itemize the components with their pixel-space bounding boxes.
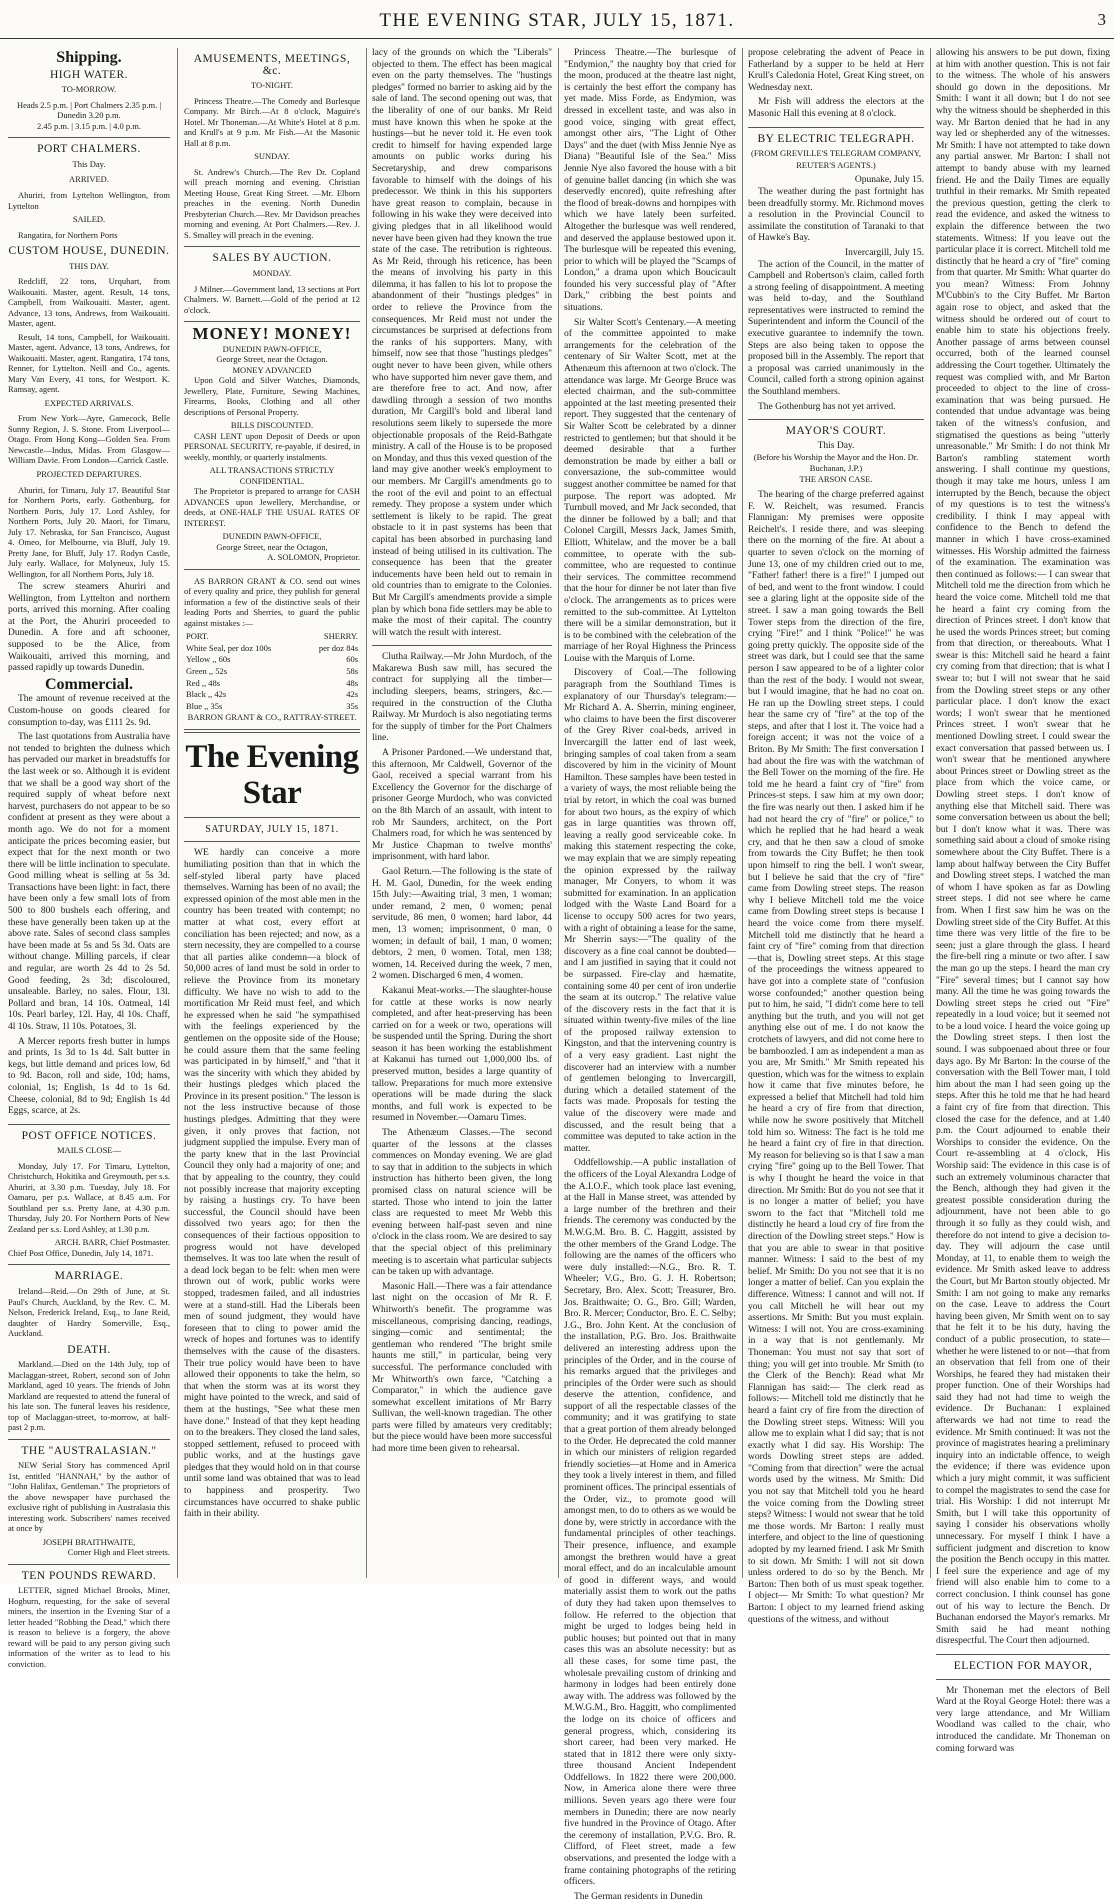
page-number: 3 [1097,10,1106,29]
arson-case-label: THE ARSON CASE. [799,474,873,485]
barron-text: AS BARRON GRANT & CO. send out wines of every quality and price, they publish for general information a few of the distinctive seals of their leading Ports and Sherries, to guard the public against mistakes :— [184,575,360,628]
pawn-office-address-2: George Street, near the Octagon, [216,541,328,552]
money-headline: MONEY! MONEY! [192,324,352,344]
wine-port: Blue ,, 35s [186,700,223,711]
sherry-header: SHERRY. [323,631,358,642]
post-office-heading: POST OFFICE NOTICES. [21,1129,157,1142]
braithwaite-name: JOSEPH BRAITHWAITE, [42,1536,136,1547]
divider [372,645,552,646]
revenue-text: The amount of revenue received at the Custom-house on goods cleared for consumption to-day, was £111 2s. 9d. [8,694,170,728]
editorial-text: WE hardly can conceive a more humiliating position than that in which the self-styled liberal party have placed themselves. Warning has been of no avail; the expressed opinion of the most able men in the country has been treated with contempt; no matter at what cost, every effort at conciliation has been rejected; and now, as a stern necessity, they are compelled to a course that all parties alike condemn—a block of 50,000 acres of land must be sold in order to relieve the Province from its monetary difficulty. We have no wish to add to the mortification Mr Reid must feel, and which he expressed when he said "he sympathised with the feelings experienced by the gentlemen on the opposite side of the House; he could assure them that the same feeling was participated in by himself," and "that it was the sincerity with which they abided by their hustings pledges which placed the Province in its present position." The lesson is not the less instructive because of those hustings pledges. Admitting that they were given, it only proves that faction, not judgment supplied the impulse. Every man of the party knew that in the last Provincial Council they only had a majority of one; and that by appealing to the country, they could not possibly increase that majority excepting by raising a hustings cry. To have been successful, the Council should have been dissolved two years ago; for then the consequences of their factious opposition to progress would not have developed themselves. It was too late when the result of a dead lock began to be felt: when men were thrown out of work, public works were stopped, tradesmen failed, and all industries were at a stand-still. Had the Liberals been men of sound judgment, they would have foreseen that to cling to power amid the wreck of hopes and fortunes was to identify themselves with the cause of the disasters. Their true policy would have been to have allowed their opponents to take the helm, so that when the storm was at its worst they might have pointed to the wreck, and said of them at the hustings, "See what these men have done." Instead of that they kept heading on to the breakers. They closed the land sales, stopped settlement, refused to proceed with public works, and at the hustings gave pledges that they would hold on in that course until some land was obtained that was to lead to happiness and prosperity. Two circumstances have occurred to shake public faith in their ability. [184,848,360,1520]
telegraph-heading: BY ELECTRIC TELEGRAPH. [757,132,915,145]
clutha-railway-text: Clutha Railway.—Mr John Murdoch, of the Makarewa Bush saw mill, has secured the contract for supplying all the timber—including sleepers, beams, stringers, &c.—required in the construction of the Clutha Railway. Mr Murdoch is also negotiating terms for the supply of timber for the Port Chalmers line. [372,652,552,744]
wine-port: Green ,, 52s [186,665,228,676]
death-text: Markland.—Died on the 14th July, top of Maclaggan-street, Robert, second son of John Markland, aged 10 years. The friends of John Markland are requested to attend the funeral of his late son. The funeral leaves his residence, top of Maclaggan-street, to-morrow, at half-past 2 p.m. [8,1359,170,1433]
projected-label: PROJECTED DEPARTURES. [36,468,142,479]
divider [8,1264,170,1265]
postmaster: ARCH. BARR, Chief Postmaster. [54,1237,170,1248]
column-rule [558,48,559,1578]
divider [184,246,360,247]
column-rule [177,48,178,1578]
wine-sherry: 35s [346,700,358,711]
expected-label: EXPECTED ARRIVALS. [44,397,134,408]
outwards-text: Result, 14 tons, Campbell, for Waikouaiti. Master, agent. Advance, 13 tons, Andrews, for Waikouaiti. Master, agent. Rangatira, 174 tons, Renner, for Lyttelton. Neill and Co., agents. Mary Van Every, 41 tons, for Westport. K. Ramsay, agent. [8,331,170,395]
column-2 [184,48,360,1578]
dateline-opunake: Opunake, July 15. [854,175,924,186]
sunday-label: SUNDAY. [254,151,290,162]
market-text: The last quotations from Australia have not tended to brighten the dulness which has pervaded our market in breadstuffs for the last week or so. Although it is evident that we shall be a good way short of the required supply of wheat before next harvest, purchasers do not appear to be so confident at present as they were about a month ago. We do not for a moment anticipate the prices becoming easier, but expect that for the next month or two there will be little inclination to speculate. Good milling wheat is selling at 5s 3d. Transactions have been light: in fact, there have been only a few small lots of from 500 to 800 bushels each offering, and these have generally been taken up at the above rate. Sales of second class samples have been made at 5s and 5s 3d. Oats are without change. Milling parcels, if clear and regular, are worth 2s 4d to 2s 5d. Good feeding, 2s 3d; discoloured, unsaleable. Barley, no sales. Flour, 13l. Pollard and bran, 14 10s. Oatmeal, 14l 10s. Pearl barley, 12l. Hay, 4l 10s. Chaff, 4l 10s. Straw, 1l 10s. Potatoes, 3l. [8,732,170,1032]
athenaeum-text: The Athenæum Classes.—The second quarter of the lessons at the classes commences on Monday evening. We are glad to say that in addition to the subjects in which instruction has hitherto been given, the long promised class on natural science will be started. Those who intend to join the latter class are requested to meet Mr Webb this evening between half-past seven and nine o'clock in the class room. We are desired to say that the special object of this preliminary meeting is to ascertain what particular subjects can be taken up with advantage. [372,1128,552,1278]
monday-label: MONDAY. [252,267,292,278]
opunake-text: The weather during the past fortnight has been dreadfully stormy. Mr. Richmond moves a resolution in the Provincial Council to assimilate the constitution of Taranaki to that of Hawke's Bay. [748,186,924,244]
gothenburg-text: The Gothenburg has not yet arrived. [758,401,896,412]
column-1 [8,48,170,1669]
german-continued: propose celebrating the advent of Peace in Fatherland by a supper to be held at Herr Krull's Caledonia Hotel, Great King street, on Wednesday next. [748,48,924,93]
wine-sherry: per doz 84s [318,642,358,653]
port-header: PORT. [186,631,209,642]
proprietor-text: The Proprietor is prepared to arrange for CASH ADVANCES upon Jewellery, Merchandise, or deeds, at ONE-HALF THE USUAL RATES OF INTEREST. [184,486,360,528]
table-row [184,643,360,655]
amusements-heading: AMUSEMENTS, MEETINGS, &c. [193,53,351,77]
divider [184,569,360,570]
wine-port: Yellow ,, 60s [186,654,231,665]
bills-discounted: BILLS DISCOUNTED. [230,420,314,431]
election-heading: ELECTION FOR MAYOR, [953,1659,1093,1672]
scott-centenary-text: Sir Walter Scott's Centenary.—A meeting of the committee appointed to make arrangements for the celebration of the centenary of Sir Walter Scott, met at the Athenæum this afternoon at two o'clock. The attendance was large. Mr George Bruce was elected chairman, and the sub-committee appointed at the last meeting presented their report. They suggested that the centenary of Sir Walter Scott be celebrated by a dinner restricted to gentlemen; but that should it be deemed desirable that a further demonstration be made by either a ball or conversazione, the sub-committee would suggest another committee be named for that purpose. The report was adopted. Mr Turnbull moved, and Mr Jack seconded, that the dinner be followed by a ball; and that Colonel Cargill, Messrs Jack, James Smith, Elliott, Whitelaw, and the mover be a ball committee, to operate with the sub-committee, who are requested to continue their services. The committee recommend that the hour for dinner be not later than five o'clock. The arrangements as to prices were remitted to the sub-committee. At Lyttelton there will be a similar demonstration, but it is to be combined with the celebration of the marriage of her Royal Highness the Princess Louise with the Marquis of Lorne. [564,317,736,664]
money-advanced: MONEY ADVANCED [232,364,312,375]
table-row [184,701,360,713]
divider [936,1679,1110,1680]
masthead-title: THE EVENING STAR, JULY 15, 1871. [379,10,735,31]
prisoner-text: A Prisoner Pardoned.—We understand that, this afternoon, Mr Caldwell, Governor of the Gaol, received a special warrant from his Excellency the Governor for the discharge of prisoner George Murdoch, who was convicted on the 8th March of an assault, with intent to rob Mr Saunders, architect, on the Port Chalmers road, for which he was sentenced by Mr Justice Chapman to twelve months' imprisonment, with hard labor. [372,748,552,863]
masthead [0,0,1114,39]
column-4 [564,48,737,1902]
divider [748,419,924,420]
divider [8,1439,170,1440]
column-6 [936,48,1110,1754]
column-rule [930,48,931,1578]
divider [184,321,360,322]
wine-sherry: 42s [346,689,358,700]
cash-lent-text: CASH LENT upon Deposit of Deeds or upon PERSONAL SECURITY, re-payable, if desired, in weekly, monthly, or quarterly instalments. [184,430,360,462]
election-text: Mr Thoneman met the electors of Bell Ward at the Royal George Hotel: there was a very large attendance, and Mr William Woodland was called to the chair, who introduced the candidate. Mr Thoneman on coming forward was [936,1685,1110,1754]
pawn-office-name: DUNEDIN PAWN-OFFICE, [222,343,322,354]
mails-close-label: MAILS CLOSE— [57,1145,121,1156]
shipping-heading: Shipping. [56,49,122,66]
mayors-court-day: This Day. [817,440,855,451]
to-morrow-label: TO-MORROW. [61,84,117,95]
screw-steamers-text: The screw steamers Ahuriri and Wellington, from Lyttelton and northern ports, arrived this morning. After coaling at the Port, the Ahuriri proceeded to Dunedin. A fore and aft schooner, supposed to be the Alice, from Waikouaiti, arrived this morning, and passed rapidly up towards Dunedin. [8,582,170,674]
editorial-continued: lacy of the grounds on which the "Liberals" objected to them. The effect has been magical even on the party themselves. The "hustings pledges" formed no barrier to asking aid by the sale of land. The second opening out was, that the liberality of one of our banks. Mr Reid must have known this when he spoke at the hustings—but he never told it. He even took credit to himself for having expended large amounts on public works during his Secretaryship, and drew comparisons favorable to himself with the doings of his predecessor. We think in this his supporters have great reason to complain, because in following in his wake they were deceived into giving pledges that in all likelihood would never have been given had they known the true state of the case. The retribution is righteous. As Mr Reid, through his reticence, has been the means of involving his party in this dilemma, it has fallen to his lot to propose the abandonment of their "hustings pledges" in order to relieve the Province from the consequences. Mr Reid must not under the circumstances be surprised at defections from the ranks of his supporters. Many, with himself, now see that those "hustings pledges" ought never to have been given, while others who have supported him never gave them, and are therefore free to act. And now, after dawdling through a session of two months duration, Mr Cargill's bold and liberal land resolutions seem likely to supersede the more objectionable proposals of the Reid-Bathgate ministry. A call of the House is to be proposed on Monday, and thus this vexed question of the land may give another week's employment to our members. Mr Cargill's amendments go to the root of the evil and point to an effectual remedy. They propose a system under which settlement is likely to be rapid. The great obstacle to it in past systems has been that capital has been absorbed in purchasing land instead of being utilised in its cultivation. The consequence has been that the greater inducements have been held out to remain in old countries than to emigrate to the Colonies. But Mr Cargill's amendments provide a simple plan by which bona fide settlers may be able to make the most of their capital. The country will watch the result with interest. [372,48,552,638]
wine-sherry: 48s [346,677,358,688]
high-water-heading: HIGH WATER. [49,68,129,81]
reward-heading: TEN POUNDS REWARD. [21,1569,157,1582]
commercial-heading: Commercial. [44,675,134,693]
oddfellowship-text: Oddfellowship.—A public installation of the officers of the Loyal Alexandra Lodge of the A.I.O.F., which took place last evening, at the Hall in Manse street, was attended by a large number of the brethren and their friends. The ceremony was conducted by the M.W.G.M. Bro. B. C. Haggitt, assisted by the other members of the Grand Lodge. The following are the names of the officers who were duly installed:—N.G., Bro. R. T. Wheeler; V.G., Bro. G. J. H. Robertson; Secretary, Bro. Alex. Scott; Treasurer, Bro. Jos. Braithwaite; O. G., Bro. Gill; Warden, Bro. R. Mercer; Conductor, Bro. E. C. Selby; J.G., Bro. John Kent. At the conclusion of the installation, P.G. Bro. Jos. Braithwaite delivered an interesting address upon the principles of the Order, and in the course of his remarks argued that the privileges and principles of the Order were such as should deserve the attention, confidence, and support of all the respectable classes of the community; and it was gratifying to state that a great portion of them already belonged to the Order. He deprecated the cold manner in which our ministers of religion regarded friendly societies—at Home and in America they took a lively interest in them, and filled prominent offices. The principal essentials of the Order, viz., to promote good will amongst men, to do to others as we would be done by, were strictly in accordance with the fundamental principles of other teachings. Their presence, influence, and example amongst the brethren would have a great moral effect, and do an incalculable amount of good in different ways, and would materially assist them to work out the paths of duty they had taken upon themselves to follow. He referred to the objection that might be urged to lodges being held in public houses; but pointed out that in many cases this was an absolute necessity: but as all these cases, for some time past, the wholesale prevailing custom of drinking and harmony in lodges had been entirely done away with. The address was followed by the M.W.G.M., Bro. Haggitt, who complimented the lodge on its choice of officers and general progress, which, considering its short career, had been very marked. He stated that in 1812 there were only sixty-three thousand Ancient Independent Oddfellows. In 1822 there were 200,000. Now, in America alone there were three millions. Seven years ago there were four members in Dunedin; there are now nearly five hundred in the Province of Otago. After the ceremony of installation, P.V.G. Bro. R. Clifford, of Fleet street, made a few observations, and presented the lodge with a frame containing photographs of the retiring officers. [564,1158,736,1888]
paper-date: SATURDAY, JULY 15, 1871. [205,823,339,835]
wine-sherry: 58s [346,665,358,676]
column-rule [366,48,367,1578]
marriage-heading: MARRIAGE. [54,1270,124,1283]
divider [8,1564,170,1565]
australasian-text: NEW Serial Story has commenced April 1st, entitled "HANNAH," by the author of "John Halifax, Gentleman." The proprietors of the above newspaper have purchased the exclusive right of publishing in Australasia this interesting work. Subscribers' names received at once by [8,1460,170,1534]
braithwaite-address: Corner High and Fleet streets. [67,1547,170,1558]
tide-row: 2.45 p.m. | 3.15 p.m. | 4.0 p.m. [37,120,141,131]
dateline-invercargill: Invercargill, July 15. [845,247,924,258]
telegraph-source: (FROM GREVILLE'S TELEGRAM COMPANY, REUTER'S AGENTS.) [751,148,921,170]
column-rule [742,48,743,1578]
fish-notice: Mr Fish will address the electors at the Masonic Hall this evening at 8 o'clock. [748,97,924,119]
table-row [184,689,360,701]
post-office-sign: Chief Post Office, Dunedin, July 14, 1871. [8,1247,154,1258]
mails-text: Monday, July 17. For Timaru, Lyttelton, Christchurch, Hokitika and Greymouth, per s.s. Ahuriri, at 3.30 p.m. Tuesday, July 18. For Oamaru, per p.s. Wallace, at 8.45 a.m. For Southland per s.s. Pretty Jane, at 4.30 p.m. Thursday, July 20. For Northern Ports of New Zealand per s.s. Lord Ashley, at 1.30 p.m. [8,1160,170,1234]
inwards-text: Redcliff, 22 tons, Urquhart, from Waikouaiti. Master, agent. Result, 14 tons, Campbell, from Waikouaiti. Master, agent. Advance, 13 tons, Andrews, from Waikouaiti. Master, agent. [8,276,170,329]
death-heading: DEATH. [67,1343,111,1356]
divider [748,127,924,128]
princess-theatre-text: Princess Theatre.—The burlesque of "Endymion," the naughty boy that cried for the moon, produced at the theatre last night, is certainly the best effort the company has yet made. Miss Forde, as Endymion, was dressed in excellent taste, and was also in good voice, singing with great effect, amongst other airs, "The Light of Other Days" and the duet (with Miss Jennie Nye as Diana) "Beautiful Isle of the Sea." Miss Jennie Nye also favored the house with a bit of genuine ballet dancing (in which she was deservedly encored), quite refreshing after the flood of break-downs and hornpipes with which we have lately been surfeited. Altogether the burlesque was well rendered, and deserved the applause bestowed upon it. The burlesque will be repeated this evening, prior to which will be played the "Scamps of London," a drama upon which Boucicault founded his very successful play of "After Dark," cribbing the best points and situations. [564,48,736,314]
this-day-label: This Day. [72,158,106,169]
tonight-label: TO-NIGHT. [251,80,293,91]
wine-port: Black ,, 42s [186,689,227,700]
wine-port: White Seal, per doz 100s [186,642,272,653]
arson-continued: allowing his answers to be put down, fixing at him with another question. This is not fair to the witness. The whole of his answers should go down in the depositions. Mr Smith: I want it all down; but I do not see why the witness should be shepherded in this way. Mr Barton denied that he had in any way led or shepherded any of the witnesses. Mr Smith: I have not attempted to take down any partial answer. Mr Barton: I shall not attempt to bandy abuse with my learned friend. He and the Daily Times are equally truthful in their remarks. Mr Smith repeated the previous question, getting the clerk to read the evidence, and asked the witness to explain the difference between the two statements. Witness: If you leave out the particular place it is correct. Mitchell told me distinctly that he heard a cry of "fire" coming from that quarter. Mr Smith: What quarter do you mean? Witness: From Johnny M'Cubbin's to the City Buffet. Mr Barton again rose to object, and asked that the witness should be ordered out of court to enable him to state his objections freely. Another passage of arms between counsel occurred, both of the learned counsel addressing the Court together. Ultimately the request was complied with, and Mr Barton proceeded to object to the line of cross-examination that was being pursued. He contended that undue advantage was being taken of the witness's confusion, and stigmatised the questions as being "utterly unreasonable." Mr Smith: I do not think Mr Barton's rambling statement worth answering. I shall continue my questions, though it may take me hours, unless I am interrupted by the Bench, because the object of my questions is to test the witness's credibility. I think I may appeal with confidence to the Bench to defend the manner in which I have cross-examined witnesses. His Worship admitted the fairness of the examination. The examination was then continued as follows:— I can swear that Mitchell told me the direction from which he heard the voice come. Mitchell told me that he heard a faint cry coming from the direction of Princes street. I don't know that he used the words Princes street; but coming from that direction, or thereabouts. What I swear is this: Mitchell said he heard a faint cry coming from that direction; that is what I swear to; but I will not swear that he said from the Dowling street steps or any other particular place. I don't know the exact words; I won't swear that he mentioned Princes street. I won't swear that he mentioned Dowling street. I could swear the exact conversation that passed between us. I won't swear that he mentioned anywhere about Princes street or Dowling street as the place from which the voice came, or Dowling street steps. I don't know of anything else that Mitchell said. There was some conversation between us about the bell; but I don't know what it was. There was something said about a cloud of smoke rising somewhere about the City Buffet. There is a lamp about halfway between the City Buffet and Dowling street steps. I watched the man of whom I have spoken as far as Dowling street steps. I did not see where he came from. When I first saw him he was on the Dowling street side of the City Buffet. At this time there was very little of the fire to be seen; just a glare through the glass. I heard the fire-bell ring a minute or two after. I saw the man go up the steps. I heard the man cry "Fire" several times; but I cannot say how many. All the time he was going towards the Dowling street steps he cried out "Fire" repeatedly in a loud voice; but it seemed not to be a loud voice. I heard the voice going up the Dowling street steps. I then lost the sound. I was subpoenaed about three or four days ago. By Mr Barton: In the course of the conversation with the Bell Tower man, I told him about the man I had seen going up the steps. After this he told me that he had heard a faint cry of fire from that direction. This closed the case for the defence, and at 1.40 p.m. the Court adjourned to enable their Worships to consider the evidence. On the Court re-assembling at 4 o'clock, His Worship said: The evidence in this case is of such an extremely voluminous character that the Bench, although they had given it the greatest possible consideration during the adjournment, have not been able to go through it so fully as they could wish, and therefore do not intend to give a decision to-day. They will adjourn the case until Monday, at 11, to enable them to weigh the evidence. Mr Smith asked leave to address the Court, but Mr Barton stoutly objected. Mr Smith: I am not going to make any remarks on the case. Leave to address the Court having been given, Mr Smith went on to say that he felt it to be his duty, having the conduct of a public prosecution, to state—whether he were listened to or not—that from an observation that fell from one of their Worships, he feared they had mistaken their proper function. One of their Worships had said they had not had time to weigh the evidence. Dr Buchanan: I explained afterwards we had not time to read the evidence. Mr Smith continued: It was not the province of magistrates hearing a preliminary inquiry into an indictable offence, to weigh the evidence; if there was evidence upon which a jury might commit, it was sufficient to compel the magistrates to send the case for trial. His Worship: I did not interrupt Mr Smith, but I will take this opportunity of saying I consider his observations wholly unnecessary. For myself I think I have a sufficient judgment and discretion to know the position the Bench occupy in this matter. I feel sure the experience and age of my friend will also enable him to come to a correct conclusion. I think counsel has gone out of his way to lecture the Bench. Dr Buchanan endorsed the Mayor's remarks. Mr Smith said he had meant nothing disrespectful. The Court then adjourned. [936,48,1110,1647]
sunday-text: St. Andrew's Church.—The Rev Dr. Copland will preach morning and evening. Christian Meeting House, Great King Street. —Mr. Elborn preaches in the evening. North Dunedin Presbyterian Church.—Rev. Mr Davidson preaches morning and evening. At Port Chalmers.—Rev. J. S. Smalley will preach in the evening. [184,166,360,240]
invercargill-text: The action of the Council, in the matter of Campbell and Robertson's claim, called forth a strong feeling of disappointment. A meeting was held to-day, and the Southland representatives were instructed to remind the Superintendent and inform the Council of the executive guarantee to indemnify the town. Steps are also being taken to oppose the proposed bill in the Assembly. The report that a proposal was carried unanimously in the Council, called forth a strong opinion against the Southland members. [748,259,924,398]
amusements-text: Princess Theatre.—The Comedy and Burlesque Company. Mr Birch.—At 8 o'clock, Maguire's Hotel. Mr Thoneman.—At White's Hotel at 8 p.m. and Krull's at 9 p.m. Mr Fish.—At the Masonic Hall at 8 p.m. [184,95,360,148]
pawn-text: Upon Gold and Silver Watches, Diamonds, Jewellery, Plate, Furniture, Sewing Machines, Firearms, Books, Clothing and all other descriptions of Personal Property. [184,375,360,417]
wine-sherry: 60s [346,654,358,665]
arrived-label: ARRIVED. [69,174,109,185]
marriage-text: Ireland—Reid.—On 29th of June, at St. Paul's Church, Auckland, by the Rev. C. M. Nelson, Frederick Ireland, Esq., to Jane Reid, daughter of Hardry Somerville, Esq., Auckland. [8,1286,170,1339]
australasian-heading: THE "AUSTRALASIAN." [21,1444,157,1457]
wine-port: Red ,, 48s [186,677,220,688]
divider [936,1654,1110,1655]
column-5 [748,48,924,1625]
custom-day-label: THIS DAY. [69,260,109,271]
custom-house-heading: CUSTOM HOUSE, DUNEDIN. [8,245,170,258]
sales-heading: SALES BY AUCTION. [212,252,332,265]
table-row [184,666,360,678]
column-3 [372,48,552,1578]
divider [8,1124,170,1125]
kakanui-text: Kakanui Meat-works.—The slaughter-house for cattle at these works is now nearly completed, and after heat-preserving has been carried on for a week or two, operations will be suspended until the Spring. During the short season it has been working the establishment at Kakanui has turned out 1,000,000 lbs. of preserved mutton, besides a large quantity of tallow. Preparations for much more extensive operations will be made during the slack months, and full work is expected to be resumed in November.—Oamaru Times. [372,985,552,1124]
divider [184,841,360,842]
divider [8,137,170,138]
mercer-text: A Mercer reports fresh butter in lumps and prints, 1s 3d to 1s 4d. Salt butter in kegs, but little demand and prices low, 6d to 9d. Bacon, roll and side, 10d; hams, colonial, 1s; English, 1s 4d to 1s 6d. Cheese, colonial, 8d to 9d; English 1s 4d Eggs, scarce, at 2s. [8,1036,170,1117]
wine-table [184,631,360,712]
german-residents-text: The German residents in Dunedin [574,1891,703,1902]
sales-text: J Milner.—Government land, 13 sections at Port Chalmers. W. Barnett.—Gold of the period at 12 o'clock. [184,283,360,315]
all-transactions: ALL TRANSACTIONS STRICTLY CONFIDENTIAL. [209,465,335,486]
masonic-hall-text: Masonic Hall.—There was a fair attendance last night on the occasion of Mr R. F. Whitworth's benefit. The programme was miscellaneous, comprising dancing, readings, singing—comic and sentimental; the gentleman who rendered "The bright smile haunts me still," in particular, being very successful. The performance concluded with Mr Whitworth's own farce, "Catching a Comparator," in which the audience gave somewhat excellent imitations of Mr Barry Sullivan, the well-known tragedian. The other parts were filled by amateurs very creditably; but the piece would have been more successful had more time been given to rehearsal. [372,1281,552,1455]
port-chalmers-heading: PORT CHALMERS. [37,143,141,156]
paper-title: The Evening Star [185,738,359,811]
mayors-court-heading: MAYOR'S COURT. [785,425,887,438]
expected-text: From New York—Ayre, Gamecock, Belle Sunny Region, J. S. Stone. From Liverpool—Otago. From Hong Kong—Golden Sea. From Newcastle—Indus, Midas. From Glasgow—William Davie. From London—Carrick Castle. [8,413,170,466]
pawn-office-address: George Street, near the Octagon. [216,354,328,365]
gaol-return-text: Gaol Return.—The following is the state of H. M. Gaol, Dunedin, for the week ending 15th July:—Awaiting trial, 3 men, 1 woman; under remand, 2 men, 0 women; penal servitude, 86 men, 0 women; hard labor, 44 men, 13 women; imprisonment, 0 man, 0 women; in default of bail, 1 man, 0 women; debtors, 2 men, 0 women. Total, men 138; women, 14. Received during the week, 7 men, 2 women. Discharged 6 men, 4 women. [372,866,552,982]
reward-text: LETTER, signed Michael Brooks, Miner, Hogburn, requesting, for the sake of several miners, the insertion in the Evening Star of a letter headed "Robbing the Dead," which there is reason to believe is a forgery, the above reward will be paid to any person giving such information of the writer as to lead to his conviction. [8,1585,170,1669]
tide-row: Heads 2.5 p.m. | Port Chalmers 2.35 p.m. | Dunedin 3.20 p.m. [16,99,162,121]
projected-text: Ahuriri, for Timaru, July 17. Beautiful Star for Northern Ports, early. Gothenburg, for Northern Ports, July 17. Lord Ashley, for Northern Ports, July 20. Maori, for Timaru, July 17. Nebraska, for San Francisco, August 4. Omeo, for Melbourne, via Bluff, July 19. Pretty Jane, for Bluff, July 17. Rodyn Castle, July early. Wallace, for Molyneux, July 15. Wellington, for all Northern Ports, July 18. [8,484,170,579]
discovery-coal-text: Discovery of Coal.—The following paragraph from the Southland Times is explanatory of our Thursday's telegram:—Mr Richard A. A. Sherrin, mining engineer, who claims to have been the first discoverer of the Grey River coal-beds, arrived in Invercargill the latter end of last week, bringing samples of coal taken from a seam discovered by him in the vicinity of Mount Hamilton. These samples have been tested in a variety of ways, the most reliable being the trial by retort, in which the coal was burned for about two hours, as the expiry of which gas in large quantities was thrown off, leaving a really good serviceable coke. In making this statement respecting the coke, we may explain that we are simply repeating the opinion expressed by the railway manager, Mr Conyers, to whom it was submitted for examination. In an application lodged with the Waste Land Board for a license to occupy 500 acres for two years, with a right of obtaining a lease for the same, Mr Sherrin says:—"The quality of the discovery as a fine coal cannot be doubted—and I am justified in saying that it could not be surpassed. Fire-clay and hæmatite, containing some 40 per cent of iron underlie the seam at its outcrop." The relative value of the discovery rests in the fact that it is situated within twenty-five miles of the line of the proposed railway extension to Kingston, and that the intervening country is of a very easy gradient. Last night the discoverer had an interview with a number of gentlemen belonging to Invercargill, during which a detailed statement of the facts was made. Proposals for testing the value of the discovery were made and discussed, and the result being that a committee was deputed to take action in the matter. [564,668,737,1154]
pawn-office-name-2: DUNEDIN PAWN-OFFICE, [222,531,322,542]
barron-sign: BARRON GRANT & CO., RATTRAY-STREET. [187,712,357,723]
table-row [184,678,360,690]
mayors-court-before: (Before his Worship the Mayor and the Hon. Dr. Buchanan, J.P.) [753,452,919,473]
arrived-text: Ahuriri, from Lyttelton Wellington, from Lyttelton [8,190,170,211]
table-row [184,654,360,666]
arson-text: The hearing of the charge preferred against F. W. Reichelt, was resumed. Francis Flannigan: My premises were opposite Reichelt's. I reside there, and was sleeping there on the morning of the fire. At about a quarter to seven o'clock on the morning of June 13, one of my children cried out to me, "Father! father! there is a fire!" I jumped out of bed, and went to the front window. I could see a glaring light at the opposite side of the street. I saw a man going towards the Bell Tower steps from the direction of the fire, crying "Fire!" and I think "Police!" he was going pretty quickly. The opposite side of the street was dark, but I could see that the same person I saw appeared to be of a lighter color than the rest of the body. I would not swear, but I would imagine, that he had no coat on. He ran up the Dowling street steps. I could hear the same cry of "fire" at the top of the steps, and after that I lost it. The voice had a foreign accent; it was not the voice of a Briton. By Mr Smith: The first conversation I had about the fire was with the watchman of the Bell Tower on the morning of the fire. He told me he heard a faint cry of "fire" from Princes-st steps. I saw him at my own door; the fire was nearly out then. I asked him if he had not heard the cry of "fire" or police," to which he replied that he had heard a weak cry, and that he then saw a cloud of smoke from towards the City Buffet; he then took upon himself to ring the bell. I won't swear, but I believe he said that the cry of "fire" came from Dowling street steps. The reason why I believe Mitchell told me the voice came from Dowling street steps is because I heard the voice come from there myself. Mitchell told me distinctly that he heard a faint cry of "fire" coming from that direction—that is, Dowling street steps. At this stage of the proceedings the witness appeared to have got into a complete state of "confusion worse confounded;" another question being put to him, he said, "I didn't come here to tell anything but the truth, and you will not get anything else out of me. I do not know the crotchets of lawyers, and did not come here to be bamboozled. I am as independent a man as you are, Mr Smith." Mr Smith repeated his question, which was for the witness to explain how it came that five minutes before, he expressed a belief that Mitchell had told him he heard a cry of fire from that direction, while now he swore positively that Mitchell told him so. Witness: The fact is he told me he heard a faint cry of fire in that direction. My reason for believing so is that I saw a man crying "fire" going up to the Bell Tower. That is why I thought he heard the voice in that direction. Mr Smith: But do you not see that it is no longer a matter of belief; you have sworn to the fact that "Mitchell told me distinctly he heard a loud cry of fire from the direction of the Dowling street steps." How is that you are able to swear in that positive manner. Witness: I said to the best of my belief. Mr Smith: Do you not see that it is no longer a matter of belief. Can you explain the difference. Witness: I cannot and will not. If you call Mitchell he will hear out my assertions. Mr Smith: But you must explain. Witness: I will not. You are cross-examining in a way that is not gentlemanly. Mr Thoneman: You must not say that sort of thing; you will get into trouble. Mr Smith (to the Clerk of the Bench): Read what Mr Flannigan has said:— The clerk read as follows:— Mitchell told me distinctly that he heard a faint cry of fire from the direction of the Dowling street steps. Witness: Will you allow me to explain what I did say; that is not exactly what I did say. His Worship: The words Dowling street steps are added. "Coming from that direction" were the actual words used by the witness. Mr Smith: Did you not say that Mitchell told you he heard the voice coming from the Dowling street steps? Witness: I would not swear that he told me those words. Mr Barton: I really must interfere, and object to the line of questioning adopted by my learned friend. I ask Mr Smith to sit down. Mr Smith: I will not sit down unless ordered to do so by the Bench. Mr Barton: Then both of us must speak together. I object— Mr Smith: To what question? Mr Barton: I object to my learned friend asking questions of the witness, and without [748,490,924,1625]
divider [184,729,360,733]
sailed-text: Rangatira, for Northern Ports [18,229,118,240]
divider [184,817,360,818]
solomon-sign: A. SOLOMON, Proprietor. [267,552,360,563]
sailed-label: SAILED. [72,214,106,225]
